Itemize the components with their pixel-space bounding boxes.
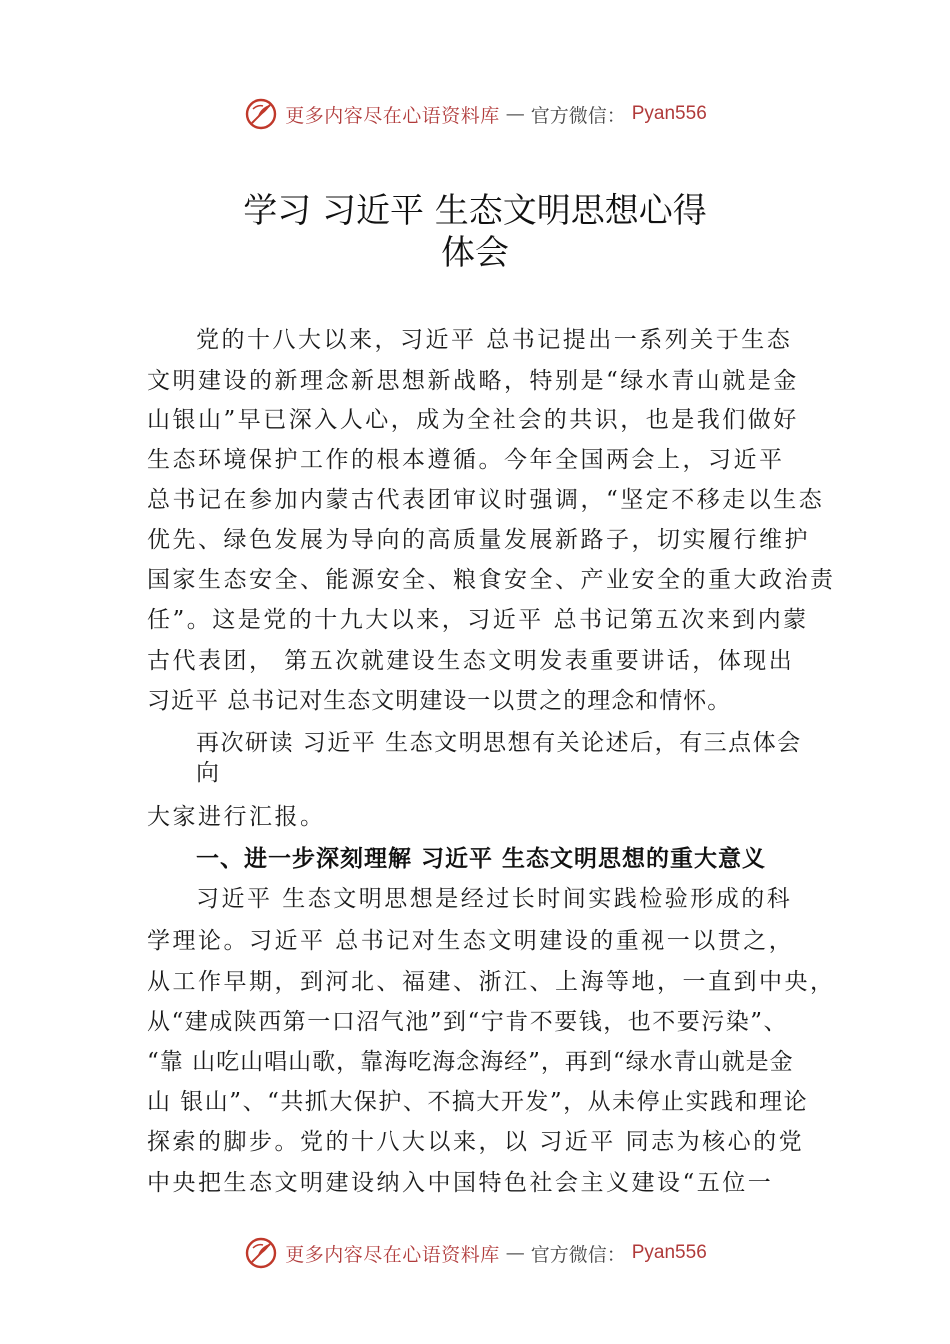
paragraph-line: 习近平 总书记对生态文明建设一以贯之的理念和情怀。 [147,688,732,714]
paragraph-line: 党的十八大以来，习近平 总书记提出一系列关于生态 [196,327,793,353]
paragraph-line: 从工作早期，到河北、福建、浙江、上海等地，一直到中央， [147,969,836,995]
paragraph-line: “靠 山吃山唱山歌，靠海吃海念海经”，再到“绿水青山就是金 [147,1049,794,1075]
watermark-wechat-label: 官方微信： [530,1243,626,1266]
paragraph-line: 优先、绿色发展为导向的高质量发展新路子，切实履行维护 [147,527,810,553]
paragraph-line: 习近平 生态文明思想是经过长时间实践检验形成的科 [196,886,793,912]
watermark-wechat-label: 官方微信： [530,104,626,127]
quill-logo-icon [243,1235,279,1271]
paragraph-line: 总书记在参加内蒙古代表团审议时强调，“坚定不移走以生态 [147,487,825,513]
document-title-line-2: 体会 [441,233,509,273]
quill-logo-icon [243,96,279,132]
section-heading: 一、进一步深刻理解 习近平 生态文明思想的重大意义 [196,845,767,872]
watermark-separator: — [505,1242,525,1264]
paragraph-line: 山银山”早已深入人心，成为全社会的共识，也是我们做好 [147,407,799,433]
paragraph-line: 探索的脚步。党的十八大以来，以 习近平 同志为核心的党 [147,1129,805,1155]
paragraph-line: 大家进行汇报。 [147,804,326,830]
paragraph-line: 生态环境保护工作的根本遵循。今年全国两会上，习近平 [147,447,785,473]
paragraph-line: 再次研读 习近平 生态文明思想有关论述后，有三点体会 [196,730,802,756]
watermark-text: 更多内容尽在心语资料库 [285,1243,500,1266]
paragraph-line: 向 [196,760,222,786]
paragraph-line: 文明建设的新理念新思想新战略，特别是“绿水青山就是金 [147,368,799,394]
paragraph-line: 学理论。习近平 总书记对生态文明建设的重视一以贯之， [147,928,795,954]
watermark-header [0,94,950,134]
watermark-wechat-id: Pyan556 [631,103,707,124]
paragraph-line: 任”。这是党的十九大以来，习近平 总书记第五次来到内蒙 [147,607,809,633]
paragraph-line: 山 银山”、“共抓大保护、不搞大开发”，从未停止实践和理论 [147,1089,809,1115]
watermark-separator: — [505,103,525,125]
paragraph-line: 从“建成陕西第一口沼气池”到“宁肯不要钱，也不要污染”、 [147,1009,789,1035]
watermark-wechat-id: Pyan556 [631,1242,707,1263]
paragraph-line: 国家生态安全、能源安全、粮食安全、产业安全的重大政治责 [147,567,836,593]
watermark-text: 更多内容尽在心语资料库 [285,104,500,127]
watermark-footer [0,1233,950,1273]
paragraph-line: 中央把生态文明建设纳入中国特色社会主义建设“五位一 [147,1170,774,1196]
document-title-line-1: 学习 习近平 生态文明思想心得 [243,191,707,231]
paragraph-line: 古代表团， 第五次就建设生态文明发表重要讲话，体现出 [147,648,795,674]
